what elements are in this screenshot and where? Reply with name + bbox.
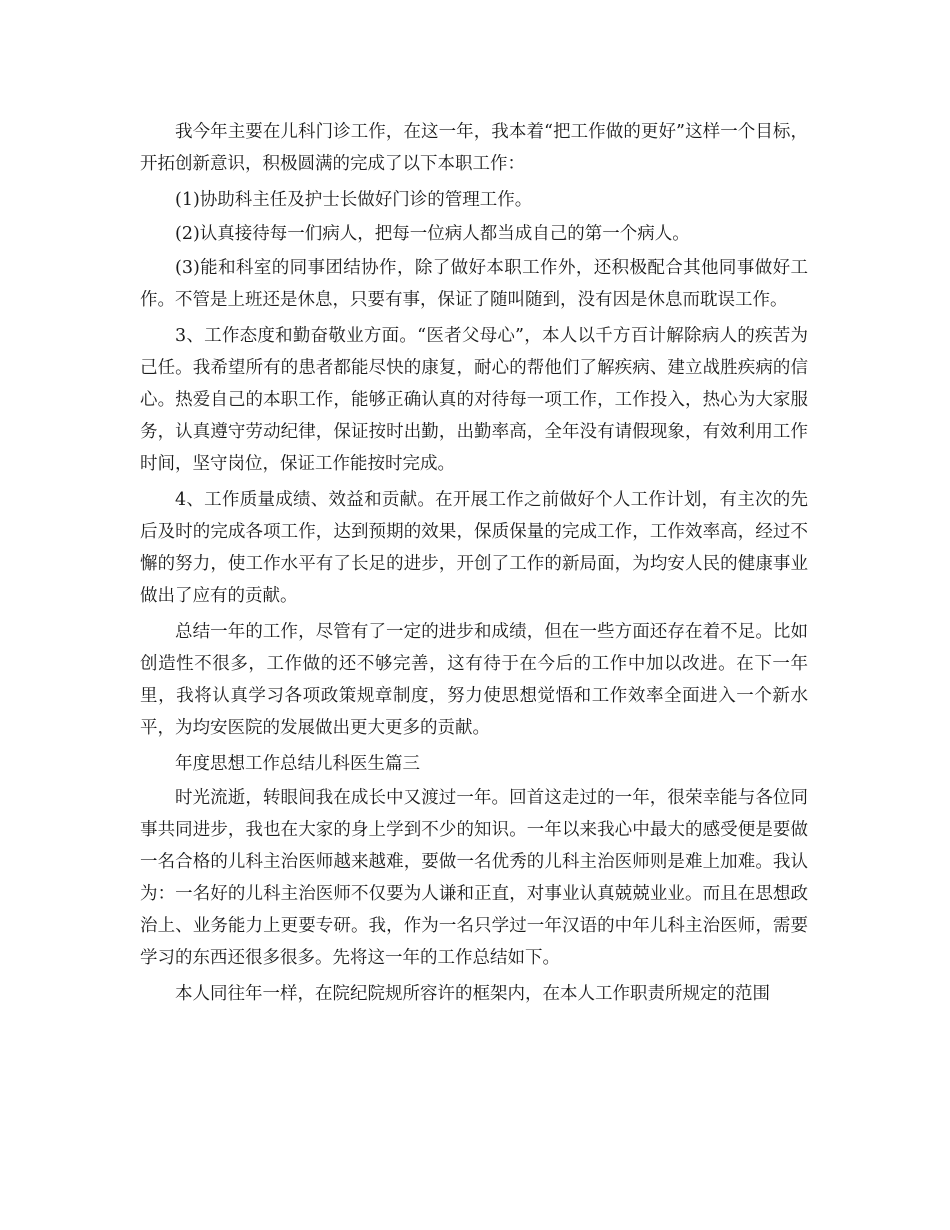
paragraph-summary: 总结一年的工作，尽管有了一定的进步和成绩，但在一些方面还存在着不足。比如创造性不很多，工作做的还不够完善，这有待于在今后的工作中加以改进。在下一年里，我将认真学习各项政策规章制度，努力使思想觉悟和工作效率全面进入一个新水平，为均安医院的发展做出更大更多的贡献。	[140, 622, 808, 738]
list-item-3: (3)能和科室的同事团结协作，除了做好本职工作外，还积极配合其他同事做好工作。不管是上班还是休息，只要有事，保证了随叫随到，没有因是休息而耽误工作。	[140, 258, 808, 310]
paragraph-work-attitude: 3、工作态度和勤奋敬业方面。“医者父母心”，本人以千方百计解除病人的疾苦为己任。我希望所有的患者都能尽快的康复，耐心的帮他们了解疾病、建立战胜疾病的信心。热爱自己的本职工作，能够正确认真的对待每一项工作，工作投入，热心为大家服务，认真遵守劳动纪律，保证按时出勤，出勤率高，全年没有请假现象，有效利用工作时间，坚守岗位，保证工作能按时完成。	[140, 326, 808, 474]
document-body	[140, 116, 808, 1014]
paragraph-continued: 本人同往年一样，在院纪院规所容许的框架内，在本人工作职责所规定的范围	[175, 984, 770, 1004]
list-item-2: (2)认真接待每一们病人，把每一位病人都当成自己的第一个病人。	[175, 224, 690, 244]
paragraph-work-quality: 4、工作质量成绩、效益和贡献。在开展工作之前做好个人工作计划，有主次的先后及时的完成各项工作，达到预期的效果，保质保量的完成工作，工作效率高，经过不懈的努力，使工作水平有了长足的进步，开创了工作的新局面，为均安人民的健康事业做出了应有的贡献。	[140, 490, 808, 606]
list-item-1: (1)协助科主任及护士长做好门诊的管理工作。	[175, 190, 533, 210]
paragraph-intro: 我今年主要在儿科门诊工作，在这一年，我本着“把工作做的更好”这样一个目标，开拓创新意识，积极圆满的完成了以下本职工作：	[140, 122, 808, 174]
section-heading: 年度思想工作总结儿科医生篇三	[175, 754, 420, 774]
paragraph-time-flies: 时光流逝，转眼间我在成长中又渡过一年。回首这走过的一年，很荣幸能与各位同事共同进步，我也在大家的身上学到不少的知识。一年以来我心中最大的感受便是要做一名合格的儿科主治医师越来越难，要做一名优秀的儿科主治医师则是难上加难。我认为：一名好的儿科主治医师不仅要为人谦和正直，对事业认真兢兢业业。而且在思想政治上、业务能力上更要专研。我，作为一名只学过一年汉语的中年儿科主治医师，需要学习的东西还很多很多。先将这一年的工作总结如下。	[140, 788, 808, 968]
